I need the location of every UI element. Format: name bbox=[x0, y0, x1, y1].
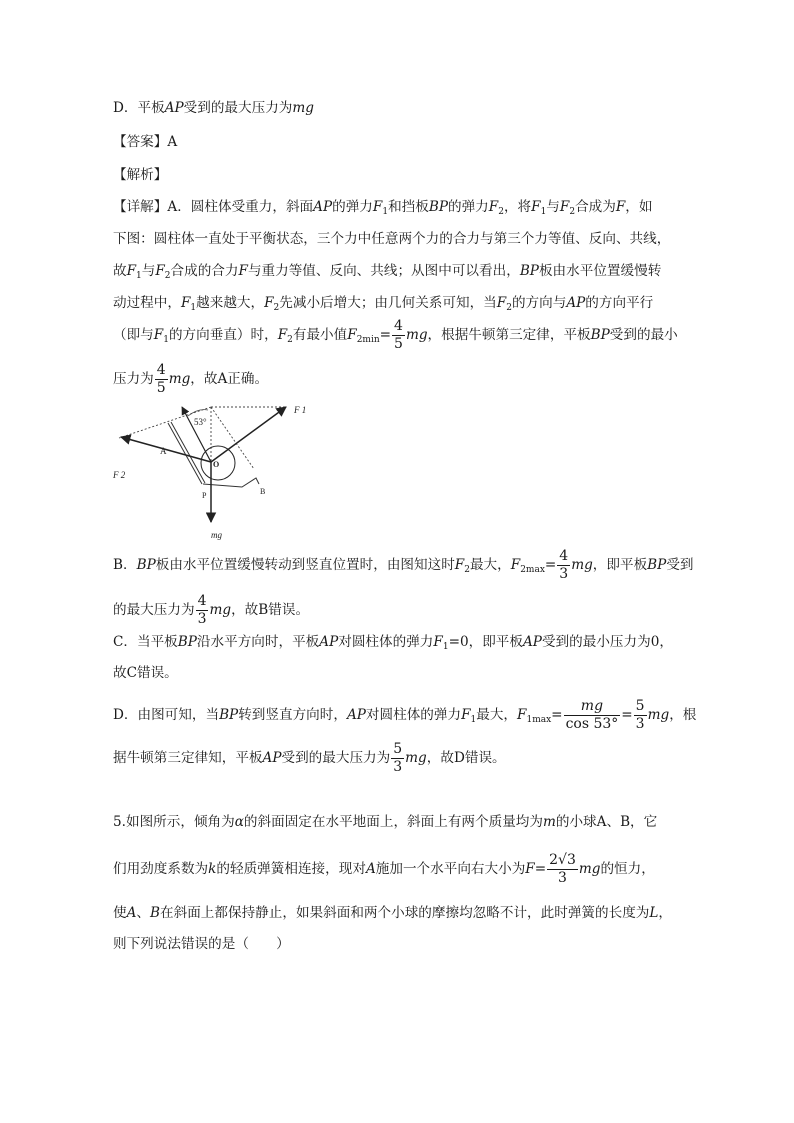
fraction-4-3: $\frac{4}{3}$ bbox=[197, 593, 207, 627]
f1-label: F 1 bbox=[294, 405, 307, 415]
fraction-4-5: $\frac{4}{5}$ bbox=[394, 318, 403, 352]
para-b-line-1: B．BP板由水平位置缓慢转动到竖直位置时，由图知这时$F_2$最大，$F_{2max}=$ $\frac{4}{3}$ mg，即平板BP受到 bbox=[113, 548, 694, 582]
f-arrow bbox=[182, 407, 211, 462]
detail-line-4: 动过程中，$F_1$越来越大，$F_2$先减小后增大；由几何关系可知，当$F_2$的方向与AP的方向平行 bbox=[113, 295, 654, 313]
incline-ap bbox=[168, 423, 202, 484]
point-p-label: P bbox=[202, 491, 207, 500]
detail-line-1: 【详解】A．圆柱体受重力，斜面AP的弹力$F_1$和挡板BP的弹力$F_2$，将$F_1$与$F_2$合成为F，如 bbox=[113, 199, 653, 217]
angle-label: 53° bbox=[194, 417, 207, 427]
q5-line-3: 使A、B在斜面上都保持静止，如果斜面和两个小球的摩擦均忽略不计，此时弹簧的长度为L， bbox=[113, 905, 673, 921]
f1-arrow bbox=[211, 407, 286, 462]
para-c-line-1: C．当平板BP沿水平方向时，平板AP对圆柱体的弹力$F_1=0$，即平板AP受到的最小压力为0， bbox=[113, 634, 673, 652]
detail-line-3: 故$F_1$与$F_2$合成的合力F与重力等值、反向、共线；从图中可以看出，BP板由水平位置缓慢转 bbox=[113, 263, 662, 281]
angle-arc bbox=[188, 410, 208, 416]
q5-line-2: 们用劲度系数为k的轻质弹簧相连接，现对A施加一个水平向右大小为F= $\frac{2√3}{3}$ mg的恒力， bbox=[113, 852, 655, 886]
f2-label: F 2 bbox=[113, 470, 126, 480]
point-b-label: B bbox=[260, 487, 266, 496]
fraction-5-3: $\frac{5}{3}$ bbox=[635, 698, 645, 732]
answer-line: 【答案】A bbox=[113, 134, 178, 150]
para-d-line-1: D．由图可知，当BP转到竖直方向时，AP对圆柱体的弹力$F_1$最大，$F_{1max}=$ $\frac{mg}{\cos 53^\circ}$ = $\frac{5}{3}$ mg，根 bbox=[113, 698, 697, 732]
fraction-5-3: $\frac{5}{3}$ bbox=[393, 741, 403, 775]
point-o-label: O bbox=[213, 460, 220, 469]
detail-line-5: （即与$F_1$的方向垂直）时，$F_2$有最小值$F_{2min}=$ $\frac{4}{5}$ mg，根据牛顿第三定律，平板BP受到的最小 bbox=[113, 318, 678, 352]
para-b-line-2: 的最大压力为 $\frac{4}{3}$ mg，故B错误。 bbox=[113, 593, 310, 627]
option-d-line: D．平板AP受到的最大压力为mg bbox=[113, 100, 314, 116]
para-c-line-2: 故C错误。 bbox=[113, 665, 178, 681]
fraction-mg-cos53: $\frac{mg}{\cos 53^\circ}$ bbox=[565, 698, 619, 732]
detail-line-2: 下图：圆柱体一直处于平衡状态，三个力中任意两个力的合力与第三个力等值、反向、共线， bbox=[113, 231, 671, 247]
detail-line-6: 压力为 $\frac{4}{5}$ mg，故A正确。 bbox=[113, 362, 269, 396]
fraction-2root3-3: $\frac{2√3}{3}$ bbox=[549, 852, 576, 886]
fraction-4-5: $\frac{4}{5}$ bbox=[156, 362, 166, 396]
force-diagram bbox=[110, 398, 310, 544]
q5-line-4: 则下列说法错误的是（ ） bbox=[113, 936, 290, 952]
para-d-line-2: 据牛顿第三定律知，平板AP受到的最大压力为 $\frac{5}{3}$ mg，故D错误。 bbox=[113, 741, 506, 775]
analysis-title: 【解析】 bbox=[113, 167, 168, 183]
fraction-4-3: $\frac{4}{3}$ bbox=[559, 548, 569, 582]
q5-line-1: 5.如图所示，倾角为α的斜面固定在水平地面上，斜面上有两个质量均为m的小球A、B，它 bbox=[113, 814, 658, 830]
mg-label: mg bbox=[211, 530, 222, 540]
point-a-label: A bbox=[160, 446, 167, 456]
